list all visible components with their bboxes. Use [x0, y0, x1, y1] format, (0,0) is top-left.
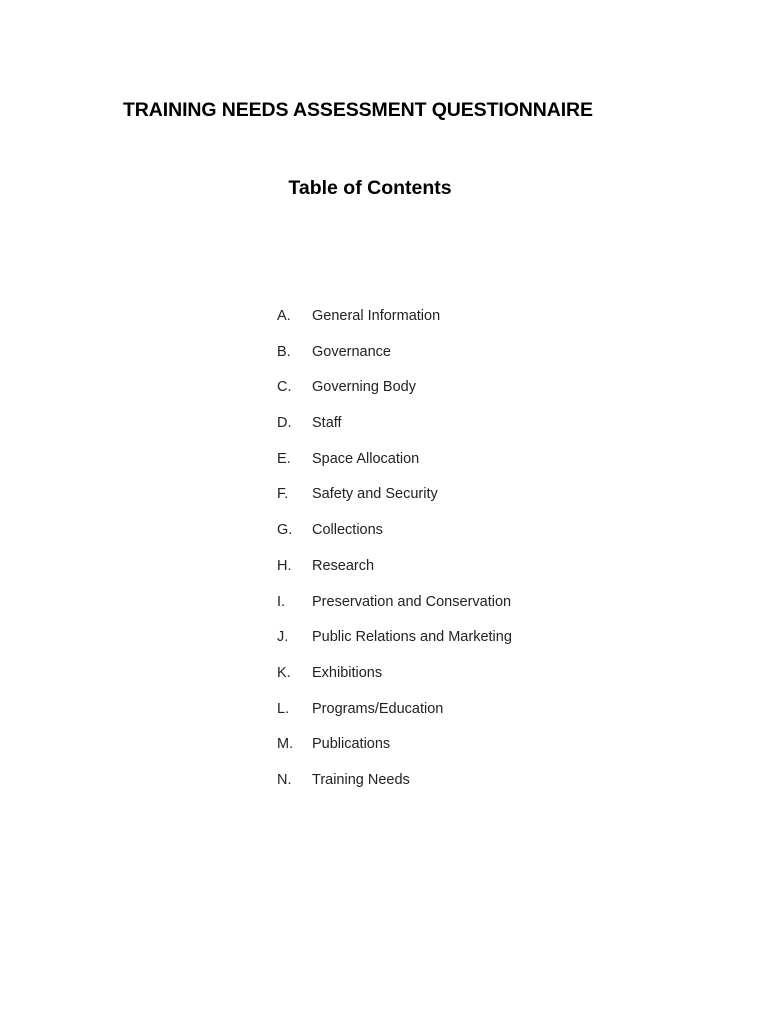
toc-item-label: Preservation and Conservation	[312, 593, 512, 610]
toc-item-staff	[277, 413, 512, 449]
toc-item-label: General Information	[312, 308, 441, 324]
toc-item-letter: H.	[277, 557, 292, 574]
toc-item-letter: L.	[277, 700, 290, 717]
toc-item-governing-body	[277, 377, 512, 413]
toc-item-label: Training Needs	[312, 771, 410, 788]
toc-item-exhibitions	[277, 663, 512, 699]
toc-item-letter: F.	[277, 486, 289, 503]
toc-item-collections	[277, 520, 512, 556]
toc-item-label: Safety and Security	[312, 486, 438, 503]
toc-item-letter: C.	[277, 379, 292, 396]
toc-item-general-information	[277, 306, 512, 342]
toc-item-label: Governing Body	[312, 379, 416, 396]
toc-item-safety-and-security	[277, 484, 512, 520]
toc-item-letter: J.	[277, 629, 289, 646]
toc-item-public-relations-and-marketing	[277, 627, 512, 663]
toc-item-letter: N.	[277, 771, 292, 788]
toc-item-research	[277, 556, 512, 592]
toc-list	[277, 306, 512, 806]
toc-item-letter: E.	[277, 450, 291, 467]
toc-item-label: Programs/Education	[312, 700, 444, 717]
toc-item-letter: I.	[277, 593, 286, 610]
toc-item-letter: M.	[277, 736, 294, 753]
toc-item-space-allocation	[277, 449, 512, 485]
toc-item-label: Exhibitions	[312, 664, 383, 681]
toc-item-letter: G.	[277, 522, 293, 539]
toc-item-preservation-and-conservation	[277, 592, 512, 628]
toc-item-label: Research	[312, 557, 375, 574]
toc-item-governance	[277, 342, 512, 378]
toc-item-label: Space Allocation	[312, 450, 420, 467]
toc-item-label: Public Relations and Marketing	[312, 629, 512, 646]
toc-item-programs-education	[277, 699, 512, 735]
toc-item-label: Governance	[312, 343, 391, 360]
document-title: TRAINING NEEDS ASSESSMENT QUESTIONNAIRE	[123, 99, 593, 121]
toc-item-letter: K.	[277, 664, 291, 681]
toc-item-label: Publications	[312, 736, 391, 753]
toc-heading: Table of Contents	[288, 177, 452, 199]
toc-item-training-needs	[277, 770, 512, 806]
toc-item-letter: A.	[277, 308, 291, 324]
toc-item-label: Collections	[312, 522, 383, 539]
toc-item-publications	[277, 734, 512, 770]
toc-item-label: Staff	[312, 415, 342, 432]
toc-item-letter: B.	[277, 343, 291, 360]
toc-item-letter: D.	[277, 415, 292, 432]
